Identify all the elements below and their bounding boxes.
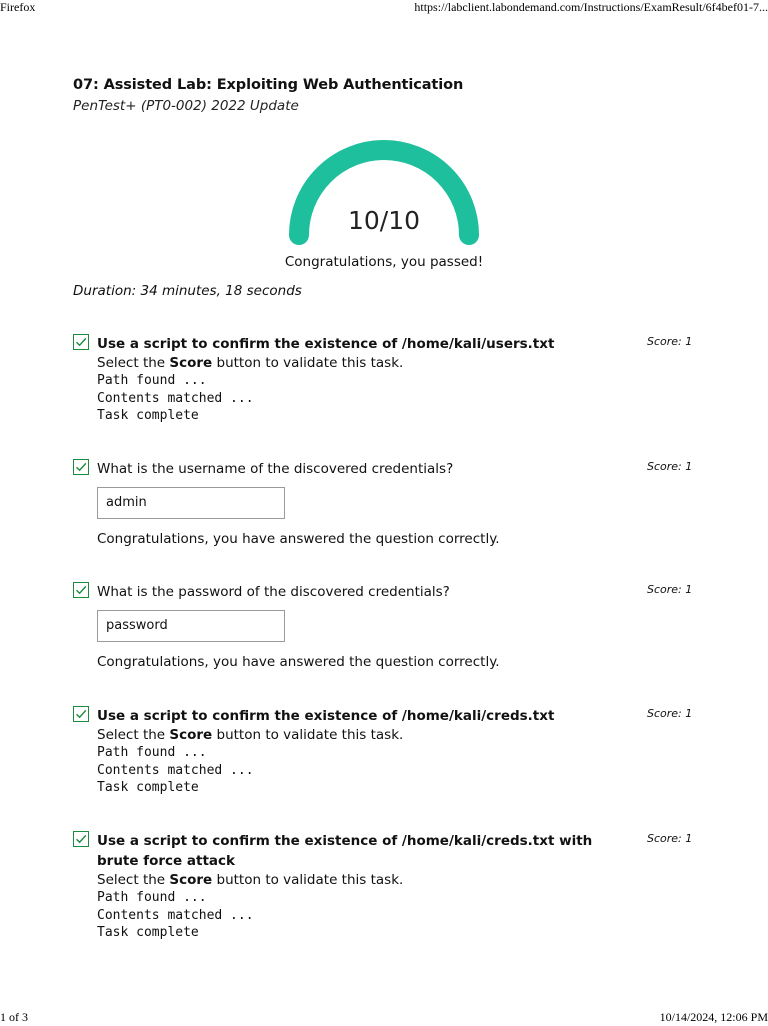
output-line: Path found ... [97, 745, 207, 760]
task-score: Score: 1 [647, 583, 693, 596]
task-question: What is the username of the discovered credentials? [97, 461, 454, 477]
checkbox-checked-icon [73, 334, 89, 350]
task-instruction: Select the Score button to validate this task. [97, 355, 404, 371]
task-question: What is the password of the discovered credentials? [97, 584, 450, 600]
lab-title: 07: Assisted Lab: Exploiting Web Authentication [73, 77, 464, 93]
page-url: https://labclient.labondemand.com/Instructions/ExamResult/6f4bef01-7... [414, 0, 768, 14]
password-answer-field[interactable]: password [97, 610, 285, 642]
task-title: Use a script to confirm the existence of /home/kali/users.txt [97, 336, 555, 352]
checkbox-checked-icon [73, 706, 89, 722]
task-score: Score: 1 [647, 832, 693, 845]
output-line: Contents matched ... [97, 391, 254, 406]
score-keyword: Score [169, 727, 213, 743]
output-line: Path found ... [97, 890, 207, 905]
checkbox-checked-icon [73, 582, 89, 598]
output-line: Task complete [97, 925, 199, 940]
answer-feedback: Congratulations, you have answered the question correctly. [97, 531, 500, 547]
task-score: Score: 1 [647, 460, 693, 473]
task-instruction: Select the Score button to validate this task. [97, 872, 404, 888]
page-number: 1 of 3 [0, 1010, 28, 1024]
score-keyword: Score [169, 355, 213, 371]
print-header [0, 0, 768, 16]
output-line: Path found ... [97, 373, 207, 388]
username-answer-field[interactable]: admin [97, 487, 285, 519]
checkbox-checked-icon [73, 831, 89, 847]
pass-message: Congratulations, you passed! [284, 254, 484, 270]
task-instruction: Select the Score button to validate this task. [97, 727, 404, 743]
checkbox-checked-icon [73, 459, 89, 475]
score-keyword: Score [169, 872, 213, 888]
task-title: Use a script to confirm the existence of /home/kali/creds.txt with brute force attack [97, 833, 593, 869]
browser-name: Firefox [0, 0, 36, 14]
task-title: Use a script to confirm the existence of /home/kali/creds.txt [97, 708, 555, 724]
output-line: Contents matched ... [97, 908, 254, 923]
task-score: Score: 1 [647, 707, 693, 720]
lab-subtitle: PenTest+ (PT0-002) 2022 Update [73, 98, 299, 114]
print-datetime: 10/14/2024, 12:06 PM [659, 1010, 768, 1024]
task-score: Score: 1 [647, 335, 693, 348]
output-line: Task complete [97, 408, 199, 423]
answer-feedback: Congratulations, you have answered the question correctly. [97, 654, 500, 670]
duration: Duration: 34 minutes, 18 seconds [73, 283, 302, 299]
output-line: Task complete [97, 780, 199, 795]
score-value: 10/10 [347, 206, 421, 235]
output-line: Contents matched ... [97, 763, 254, 778]
